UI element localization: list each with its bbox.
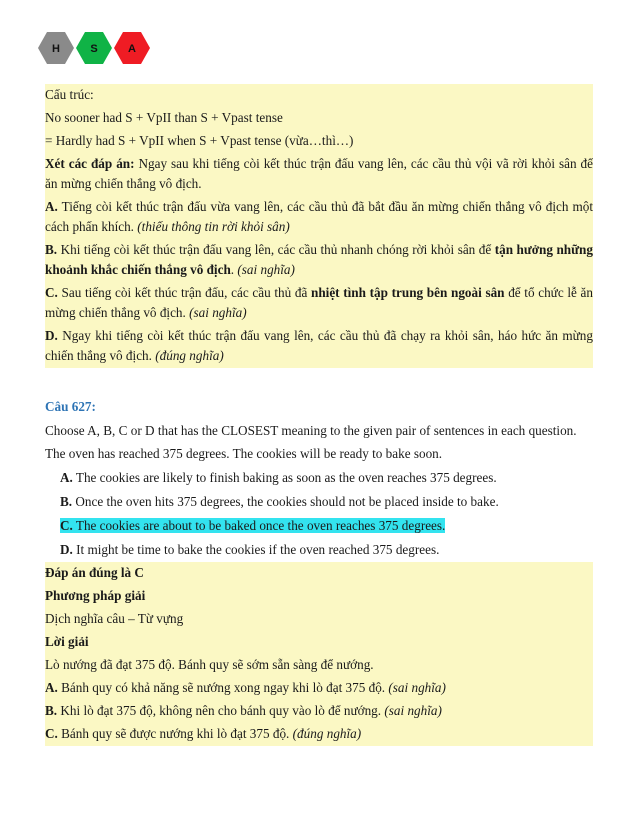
question-option-a: A. The cookies are likely to finish baking as soon as the oven reaches 375 degrees.: [60, 470, 497, 485]
question-option-c: [45, 514, 593, 538]
method-text: Dịch nghĩa câu – Từ vựng: [45, 611, 184, 626]
svg-text:A: A: [128, 43, 136, 55]
explanation-option-c: C. Sau tiếng còi kết thúc trận đấu, các cầu thủ đã nhiệt tình tập trung bên ngoài sân để tổ chức lễ ăn mừng chiến thắng vô địch. (sai nghĩa): [45, 285, 593, 320]
explanation-option-d: D. Ngay khi tiếng còi kết thúc trận đấu vang lên, các cầu thủ đã chạy ra khỏi sân, háo hức ăn mừng chiến thắng vô địch. (đúng nghĩa): [45, 328, 593, 363]
correct-answer-highlight: C. The cookies are about to be baked once the oven reaches 375 degrees.: [60, 518, 446, 533]
formula-hardly: = Hardly had S + VpII when S + Vpast tense (vừa…thì…): [45, 133, 354, 148]
solution-label: Lời giải: [45, 634, 89, 649]
document-body: [45, 84, 593, 746]
hex-h: [38, 32, 74, 64]
solution-option-b: B. Khi lò đạt 375 độ, không nên cho bánh quy vào lò để nướng. (sai nghĩa): [45, 703, 442, 718]
explanation-option-b: B. Khi tiếng còi kết thúc trận đấu vang lên, các cầu thủ nhanh chóng rời khỏi sân để tận hưởng những khoảnh khắc chiến thắng vô địch. (sai nghĩa): [45, 242, 593, 277]
hex-s: [76, 32, 112, 64]
svg-text:H: H: [52, 43, 60, 55]
answer-block: [45, 562, 593, 746]
question-instruction: Choose A, B, C or D that has the CLOSEST meaning to the given pair of sentences in each question.: [45, 423, 577, 438]
method-label: Phương pháp giải: [45, 588, 146, 603]
solution-option-a: A. Bánh quy có khả năng sẽ nướng xong ngay khi lò đạt 375 độ. (sai nghĩa): [45, 680, 446, 695]
svg-text:S: S: [90, 43, 98, 55]
hsa-logo: [37, 30, 157, 66]
solution-option-c: C. Bánh quy sẽ được nướng khi lò đạt 375 độ. (đúng nghĩa): [45, 726, 362, 741]
consider-options: Xét các đáp án: Ngay sau khi tiếng còi kết thúc trận đấu vang lên, các cầu thủ vội vã rời khỏi sân để ăn mừng chiến thắng vô địch.: [45, 156, 593, 191]
formula-no-sooner: No sooner had S + VpII than S + Vpast tense: [45, 110, 283, 125]
explanation-option-a: A. Tiếng còi kết thúc trận đấu vừa vang lên, các cầu thủ đã bắt đầu ăn mừng chiến thắng vô địch một cách phấn khích. (thiếu thông tin rời khỏi sân): [45, 199, 593, 234]
explanation-block: [45, 84, 593, 368]
question-stem: The oven has reached 375 degrees. The cookies will be ready to bake soon.: [45, 446, 443, 461]
question-title: Câu 627:: [45, 399, 96, 414]
question-option-b: B. Once the oven hits 375 degrees, the cookies should not be placed inside to bake.: [60, 494, 499, 509]
solution-translation: Lò nướng đã đạt 375 độ. Bánh quy sẽ sớm sẵn sàng để nướng.: [45, 657, 374, 672]
structure-label: Cấu trúc:: [45, 87, 94, 102]
correct-answer: Đáp án đúng là C: [45, 565, 144, 580]
question-option-d: D. It might be time to bake the cookies if the oven reached 375 degrees.: [60, 542, 440, 557]
hex-a: [114, 32, 150, 64]
